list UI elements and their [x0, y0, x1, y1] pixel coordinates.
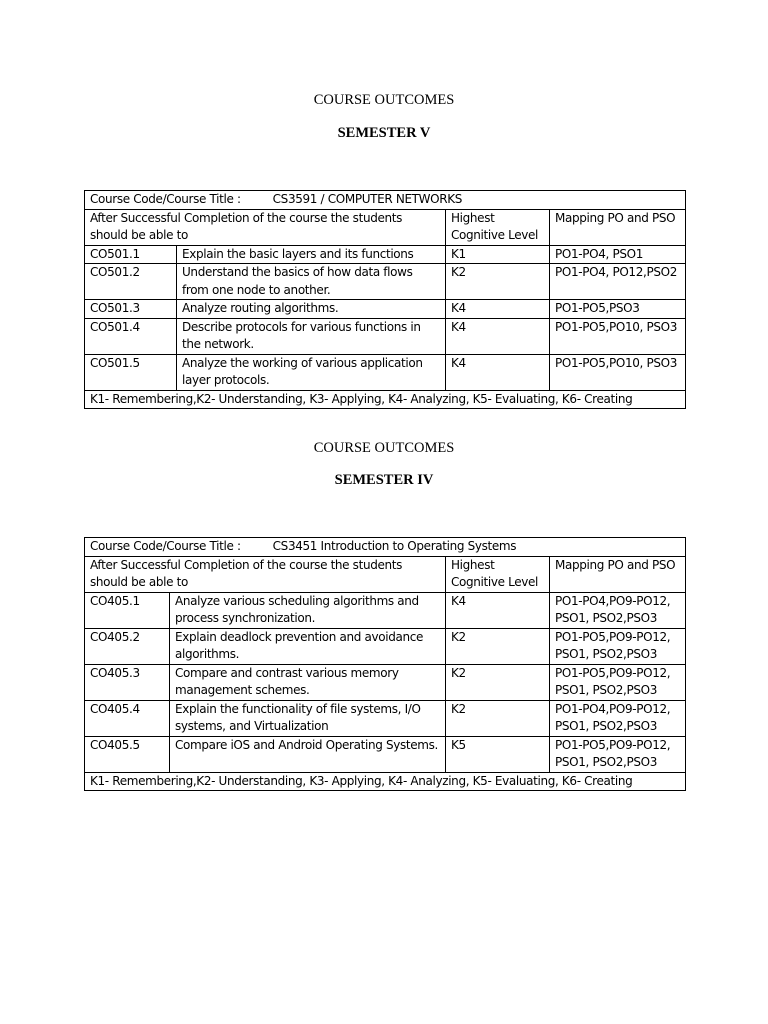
table-header-row	[85, 556, 686, 592]
table-row	[85, 592, 686, 628]
outcome-mapping: PO1-PO4,PO9-PO12, PSO1, PSO2,PSO3	[550, 700, 686, 736]
table-row	[85, 318, 686, 354]
outcome-level: K4	[446, 318, 550, 354]
outcome-mapping: PO1-PO4, PO12,PSO2	[550, 264, 686, 300]
course-title-cell	[85, 538, 686, 557]
outcome-mapping: PO1-PO5,PO10, PSO3	[550, 318, 686, 354]
outcome-text: Analyze routing algorithms.	[177, 300, 446, 319]
outcome-mapping: PO1-PO4,PO9-PO12, PSO1, PSO2,PSO3	[550, 592, 686, 628]
outcome-code: CO405.3	[85, 664, 170, 700]
outcome-mapping: PO1-PO5,PO10, PSO3	[550, 354, 686, 390]
course-code-label: Course Code/Course Title :	[90, 539, 241, 553]
outcome-level: K2	[446, 664, 550, 700]
semester-title: SEMESTER IV	[334, 472, 434, 488]
table-row	[85, 628, 686, 664]
table-row	[85, 736, 686, 772]
table-row	[85, 245, 686, 264]
outcome-code: CO501.5	[85, 354, 177, 390]
outcome-mapping: PO1-PO5,PO9-PO12, PSO1, PSO2,PSO3	[550, 736, 686, 772]
course-title: CS3451 Introduction to Operating Systems	[272, 539, 517, 553]
outcome-mapping: PO1-PO5,PO9-PO12, PSO1, PSO2,PSO3	[550, 628, 686, 664]
outcome-code: CO501.2	[85, 264, 177, 300]
outcome-code: CO501.3	[85, 300, 177, 319]
course-title-row	[85, 538, 686, 557]
header-mapping: Mapping PO and PSO	[550, 556, 686, 592]
outcome-text: Analyze various scheduling algorithms and process synchronization.	[170, 592, 446, 628]
outcome-text: Analyze the working of various application layer protocols.	[177, 354, 446, 390]
outcome-text: Understand the basics of how data flows from one node to another.	[177, 264, 446, 300]
cognitive-level-legend: K1- Remembering,K2- Understanding, K3- Applying, K4- Analyzing, K5- Evaluating, K6- Creating	[85, 772, 686, 791]
outcome-mapping: PO1-PO5,PSO3	[550, 300, 686, 319]
course-outcomes-table	[84, 190, 686, 409]
outcome-code: CO405.2	[85, 628, 170, 664]
semester-title: SEMESTER V	[337, 125, 431, 141]
outcome-code: CO405.4	[85, 700, 170, 736]
course-title-cell	[85, 191, 686, 210]
legend-row	[85, 390, 686, 409]
outcome-code: CO501.4	[85, 318, 177, 354]
course-title-row	[85, 191, 686, 210]
outcome-text: Explain the functionality of file systems, I/O systems, and Virtualization	[170, 700, 446, 736]
course-title: CS3591 / COMPUTER NETWORKS	[272, 192, 463, 206]
header-mapping: Mapping PO and PSO	[550, 209, 686, 245]
outcome-text: Describe protocols for various functions in the network.	[177, 318, 446, 354]
outcome-level: K4	[446, 354, 550, 390]
outcome-mapping: PO1-PO5,PO9-PO12, PSO1, PSO2,PSO3	[550, 664, 686, 700]
legend-row	[85, 772, 686, 791]
course-code-label: Course Code/Course Title :	[90, 192, 241, 206]
outcome-text: Compare and contrast various memory management schemes.	[170, 664, 446, 700]
header-level: Highest Cognitive Level	[446, 556, 550, 592]
outcome-level: K5	[446, 736, 550, 772]
outcome-text: Explain the basic layers and its functions	[177, 245, 446, 264]
cognitive-level-legend: K1- Remembering,K2- Understanding, K3- Applying, K4- Analyzing, K5- Evaluating, K6- Creating	[85, 390, 686, 409]
table-row	[85, 300, 686, 319]
table-row	[85, 354, 686, 390]
table-row	[85, 264, 686, 300]
outcome-code: CO405.1	[85, 592, 170, 628]
outcome-level: K1	[446, 245, 550, 264]
outcome-level: K2	[446, 700, 550, 736]
outcome-level: K2	[446, 264, 550, 300]
outcome-code: CO501.1	[85, 245, 177, 264]
table-row	[85, 700, 686, 736]
outcome-code: CO405.5	[85, 736, 170, 772]
outcome-text: Explain deadlock prevention and avoidance algorithms.	[170, 628, 446, 664]
outcome-level: K4	[446, 592, 550, 628]
section-heading: COURSE OUTCOMES	[313, 440, 455, 456]
header-level: Highest Cognitive Level	[446, 209, 550, 245]
header-description: After Successful Completion of the course the students should be able to	[85, 556, 446, 592]
table-header-row	[85, 209, 686, 245]
header-description: After Successful Completion of the course the students should be able to	[85, 209, 446, 245]
outcome-level: K4	[446, 300, 550, 319]
outcome-mapping: PO1-PO4, PSO1	[550, 245, 686, 264]
section-heading: COURSE OUTCOMES	[313, 92, 455, 108]
outcome-level: K2	[446, 628, 550, 664]
table-row	[85, 664, 686, 700]
outcome-text: Compare iOS and Android Operating Systems.	[170, 736, 446, 772]
course-outcomes-table	[84, 537, 686, 791]
